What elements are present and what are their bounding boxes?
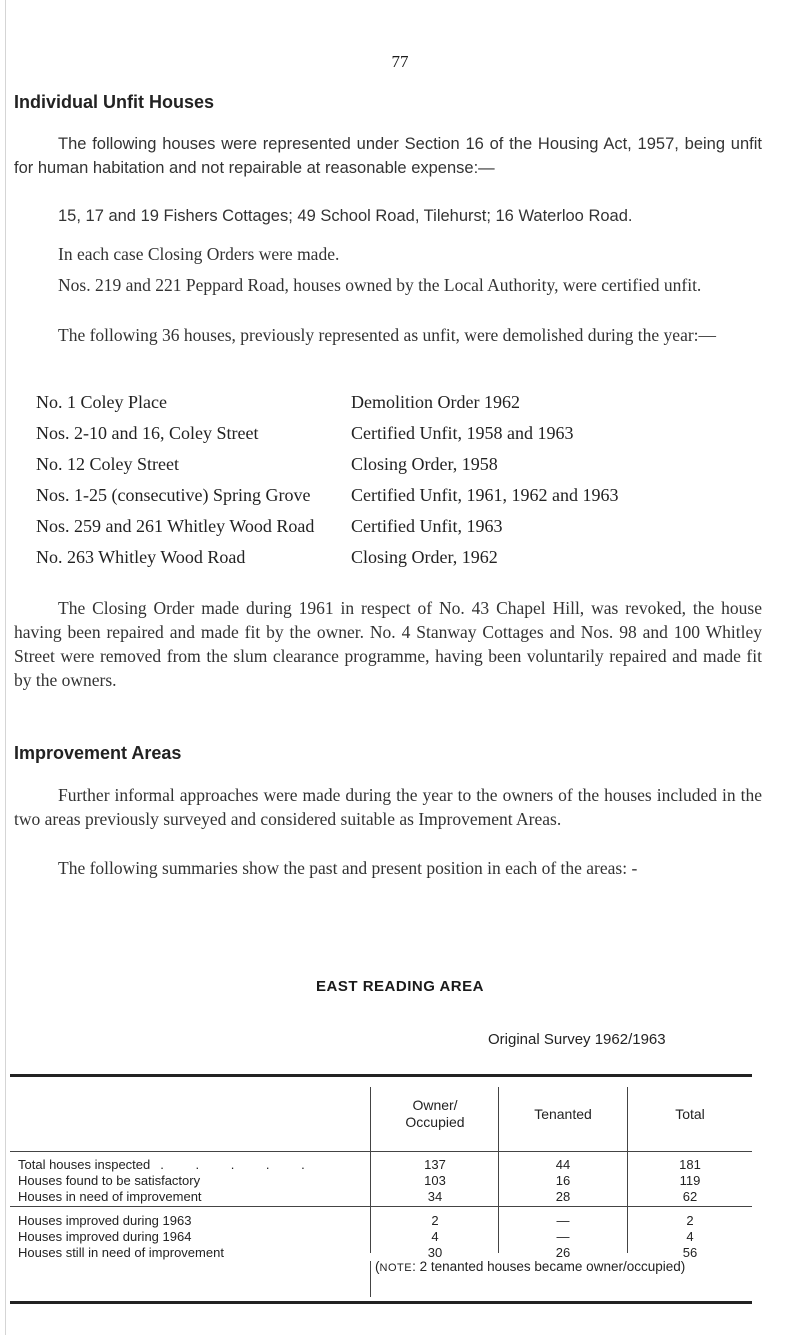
row-leader-dots: . . . . . [160,1157,319,1172]
table-note [375,1259,685,1274]
column-header-owner-occupied [372,1097,498,1131]
table-row [10,1229,752,1246]
demolished-row [36,454,776,485]
table-note-word: NOTE [379,1262,413,1274]
row-label: Houses improved during 1963 [18,1213,192,1228]
demolished-row [36,392,776,423]
survey-label: Original Survey 1962/1963 [488,1031,666,1048]
cell-owner: 137 [424,1157,446,1172]
cell-tenanted: 28 [555,1189,571,1204]
row-label: Houses in need of improvement [18,1189,202,1204]
demolished-address: Nos. 1-25 (consecutive) Spring Grove [36,485,311,505]
demolished-address: No. 12 Coley Street [36,454,179,474]
paragraph-informal-approaches [14,783,762,831]
paragraph-chapel-hill [14,596,762,692]
demolished-status: Certified Unfit, 1961, 1962 and 1963 [351,485,619,505]
cell-tenanted: 16 [555,1173,571,1188]
row-label-text: Total houses inspected [18,1157,151,1172]
paragraph-represented [14,132,762,180]
summary-table [10,1074,752,1304]
row-label [18,1157,319,1172]
cell-owner: 30 [427,1245,443,1260]
cell-total: 2 [686,1213,694,1228]
row-label: Houses improved during 1964 [18,1229,192,1244]
demolished-row [36,423,776,454]
table-rule [370,1261,371,1297]
demolished-address: No. 1 Coley Place [36,392,167,412]
paragraph-represented-text: The following houses were represented under Section 16 of the Housing Act, 1957, being unfit for human habitation and not repairable at reasonable expense:— [14,135,762,177]
demolished-status: Demolition Order 1962 [351,392,520,412]
cell-tenanted: — [556,1213,570,1228]
table-row [10,1213,752,1230]
table-rule [10,1151,752,1152]
column-header-tenanted: Tenanted [534,1106,592,1122]
table-row [10,1157,752,1174]
paragraph-informal-approaches-text: Further informal approaches were made during the year to the owners of the houses included in the two areas previously surveyed and considered suitable as Improvement Areas. [14,785,762,829]
row-label: Houses found to be satisfactory [18,1173,201,1188]
paragraph-chapel-hill-text: The Closing Order made during 1961 in respect of No. 43 Chapel Hill, was revoked, the house having been repaired and made fit by the owner. No. 4 Stanway Cottages and Nos. 98 and 100 Whitley Street were removed from the slum clearance programme, having been voluntarily repaired and made fit by the owners. [14,598,762,690]
page-edge [5,0,6,1335]
demolished-address: Nos. 259 and 261 Whitley Wood Road [36,516,315,536]
column-header-total: Total [675,1106,705,1122]
table-row [10,1189,752,1206]
cell-owner: 4 [431,1229,439,1244]
cell-tenanted: 44 [555,1157,571,1172]
paragraph-summaries-text: The following summaries show the past and present position in each of the areas: - [58,858,638,878]
section-heading-improvement-areas: Improvement Areas [14,743,182,763]
cell-tenanted: — [556,1229,570,1244]
demolished-status: Closing Order, 1958 [351,454,498,474]
paragraph-demolished-text: The following 36 houses, previously represented as unfit, were demolished during the year:— [58,325,717,345]
row-label: Houses still in need of improvement [18,1245,224,1260]
paragraph-closing-orders: In each case Closing Orders were made. [58,244,340,264]
column-header-owner-line1: Owner/ [412,1097,458,1113]
cell-owner: 34 [427,1189,443,1204]
cell-owner: 103 [424,1173,446,1188]
cell-total: 62 [682,1189,698,1204]
cell-total: 56 [682,1245,698,1260]
demolished-list [36,392,776,578]
demolished-row [36,516,776,547]
cell-owner: 2 [431,1213,439,1228]
demolished-address: Nos. 2-10 and 16, Coley Street [36,423,259,443]
paragraph-summaries [14,856,762,880]
paragraph-peppard-road [14,273,762,297]
section-heading-unfit-houses: Individual Unfit Houses [14,92,215,112]
table-title: EAST READING AREA [316,978,484,995]
cell-tenanted: 26 [555,1245,571,1260]
demolished-status: Certified Unfit, 1958 and 1963 [351,423,574,443]
demolished-status: Certified Unfit, 1963 [351,516,503,536]
cell-total: 4 [686,1229,694,1244]
table-rule [10,1206,752,1207]
demolished-status: Closing Order, 1962 [351,547,498,567]
table-row [10,1173,752,1190]
paragraph-addresses: 15, 17 and 19 Fishers Cottages; 49 School Road, Tilehurst; 16 Waterloo Road. [58,207,633,225]
page-number: 77 [391,52,409,71]
cell-total: 119 [679,1173,701,1188]
demolished-row [36,485,776,516]
table-note-text: : 2 tenanted houses became owner/occupied) [412,1259,686,1274]
column-header-owner-line2: Occupied [405,1114,465,1130]
demolished-row [36,547,776,578]
cell-total: 181 [679,1157,701,1172]
paragraph-demolished [14,323,762,347]
table-note-paren: ( [375,1259,380,1274]
paragraph-peppard-road-text: Nos. 219 and 221 Peppard Road, houses owned by the Local Authority, were certified unfit. [58,275,702,295]
demolished-address: No. 263 Whitley Wood Road [36,547,246,567]
